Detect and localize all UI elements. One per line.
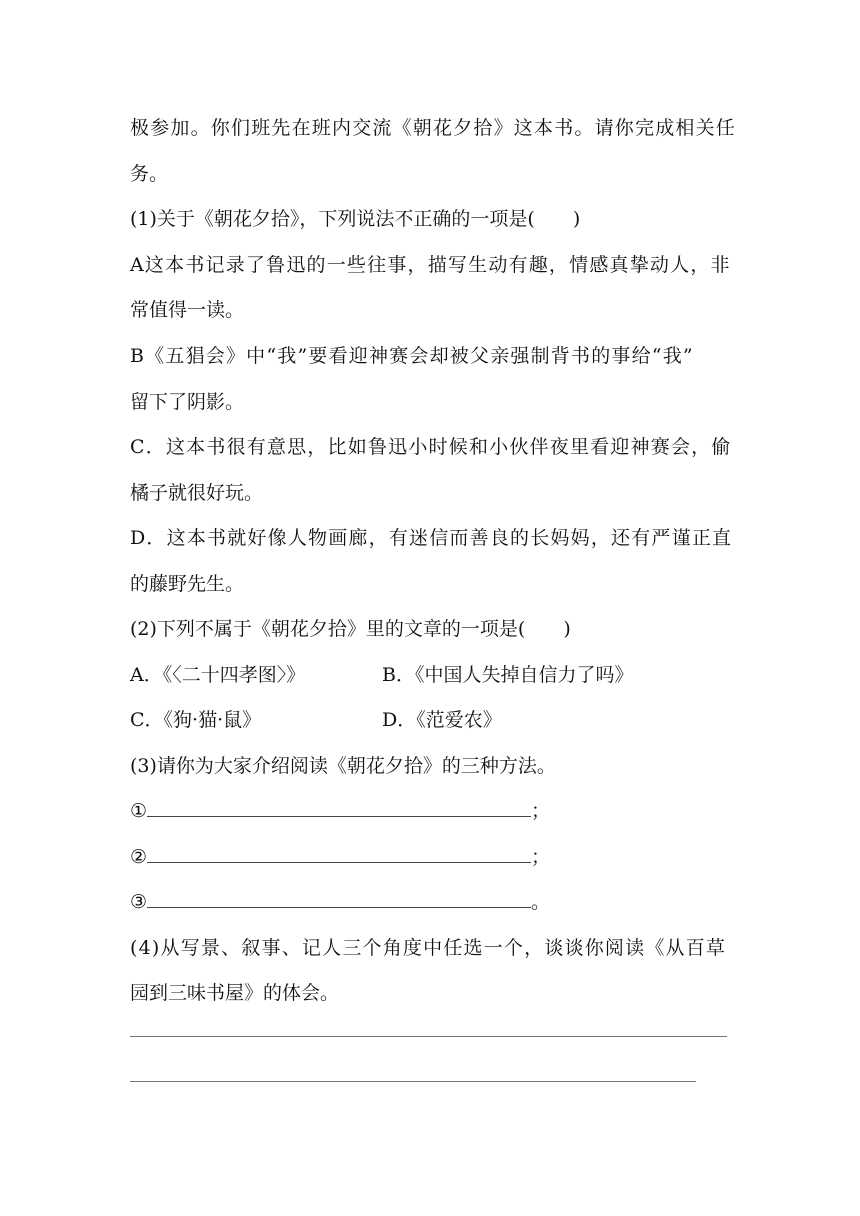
question-2-option-a: A．《〈二十四孝图〉》 — [130, 664, 306, 686]
answer-end-2: ； — [531, 846, 551, 868]
intro-text-line2: 务。 — [130, 163, 169, 185]
answer-number-1: ① — [130, 800, 148, 822]
answer-blank-2[interactable] — [147, 844, 531, 863]
answer-end-3: 。 — [531, 891, 551, 913]
question-2-stem: (2)下列不属于《朝花夕拾》里的文章的一项是( ) — [130, 618, 571, 640]
question-2-option-c: C．《狗·猫·鼠》 — [130, 709, 262, 731]
question-3-stem: (3)请你为大家介绍阅读《朝花夕拾》的三种方法。 — [130, 755, 556, 777]
answer-number-3: ③ — [130, 891, 148, 913]
question-1-option-d-line1: D．这本书就好像人物画廊，有迷信而善良的长妈妈，还有严谨正直 — [130, 527, 733, 549]
answer-writing-line-2[interactable] — [130, 1081, 696, 1082]
question-2-option-d: D．《范爱农》 — [382, 709, 502, 731]
question-1-option-c-line2: 橘子就很好玩。 — [130, 482, 264, 504]
question-1-option-a-line2: 常值得一读。 — [130, 299, 245, 321]
answer-line-1 — [130, 798, 550, 824]
question-1-option-c-line1: C．这本书很有意思，比如鲁迅小时候和小伙伴夜里看迎神赛会，偷 — [130, 436, 732, 458]
answer-writing-line-1[interactable] — [130, 1036, 727, 1037]
question-1-option-b-line2: 留下了阴影。 — [130, 391, 245, 413]
answer-blank-1[interactable] — [147, 798, 531, 817]
answer-number-2: ② — [130, 846, 148, 868]
question-1-option-a-line1: A这本书记录了鲁迅的一些往事，描写生动有趣，情感真挚动人，非 — [130, 254, 731, 276]
answer-line-3 — [130, 889, 550, 915]
question-4-stem-line1: (4)从写景、叙事、记人三个角度中任选一个，谈谈你阅读《从百草 — [130, 937, 727, 959]
question-2-option-b: B．《中国人失掉自信力了吗》 — [382, 664, 634, 686]
question-1-option-b-line1: B《五猖会》中“我”要看迎神赛会却被父亲强制背书的事给“我” — [130, 345, 694, 367]
question-1-stem: (1)关于《朝花夕拾》，下列说法不正确的一项是( ) — [130, 208, 581, 230]
answer-blank-3[interactable] — [147, 889, 531, 908]
answer-line-2 — [130, 844, 550, 870]
question-4-stem-line2: 园到三味书屋》的体会。 — [130, 982, 340, 1004]
answer-end-1: ； — [531, 800, 551, 822]
question-1-option-d-line2: 的藤野先生。 — [130, 573, 245, 595]
intro-text-line1: 极参加。你们班先在班内交流《朝花夕拾》这本书。请你完成相关任 — [130, 117, 737, 139]
